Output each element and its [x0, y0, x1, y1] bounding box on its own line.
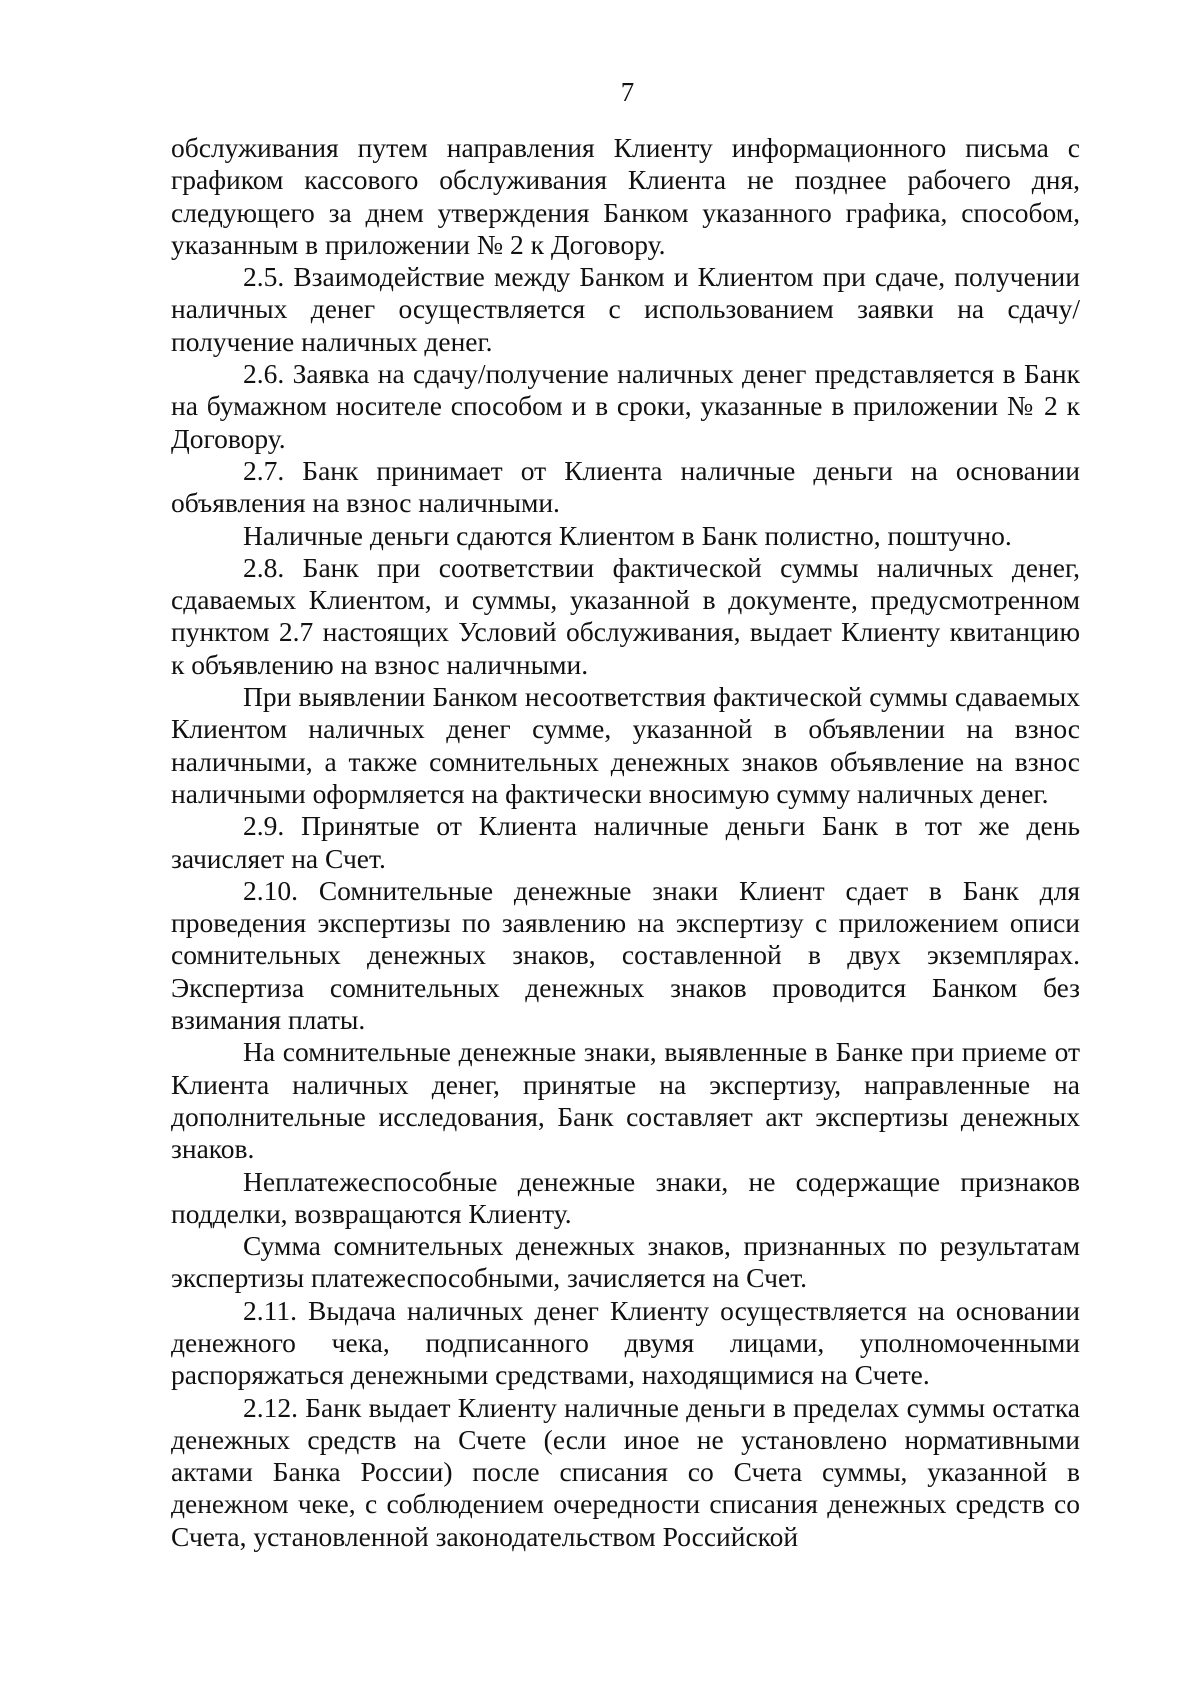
- paragraph-2-10-return: Неплатежеспособные денежные знаки, не содержащие признаков подделки, возвращаются Клиенту.: [171, 1165, 1080, 1229]
- paragraph-2-5: 2.5. Взаимодействие между Банком и Клиентом при сдаче, получении наличных денег осуществляется с использованием заявки на сдачу/получение наличных денег.: [171, 261, 1080, 357]
- paragraph-2-12: 2.12. Банк выдает Клиенту наличные деньги в пределах суммы остатка денежных средств на Счете (если иное не установлено нормативными актами Банка России) после списания со Счета суммы, указанной в денежном чеке, с соблюдением очередности списания денежных средств со Счета, установленной законодательством Российской: [171, 1391, 1080, 1552]
- document-body: [171, 132, 1080, 1553]
- paragraph-2-8-discrepancy: При выявлении Банком несоответствия фактической суммы сдаваемых Клиентом наличных денег сумме, указанной в объявлении на взнос наличными, а также сомнительных денежных знаков объявление на взнос наличными оформляется на фактически вносимую сумму наличных денег.: [171, 681, 1080, 809]
- paragraph-continuation: обслуживания путем направления Клиенту информационного письма с графиком кассового обслуживания Клиента не позднее рабочего дня, следующего за днем утверждения Банком указанного графика, способом, указанным в приложении № 2 к Договору.: [171, 132, 1080, 260]
- paragraph-2-7: 2.7. Банк принимает от Клиента наличные деньги на основании объявления на взнос наличными.: [171, 454, 1080, 519]
- paragraph-2-9: 2.9. Принятые от Клиента наличные деньги Банк в тот же день зачисляет на Счет.: [171, 810, 1080, 874]
- paragraph-2-11: 2.11. Выдача наличных денег Клиенту осуществляется на основании денежного чека, подписанного двумя лицами, уполномоченными распоряжаться денежными средствами, находящимися на Счете.: [171, 1294, 1080, 1391]
- paragraph-2-6: 2.6. Заявка на сдачу/получение наличных денег представляется в Банк на бумажном носителе способом и в сроки, указанные в приложении № 2 к Договору.: [171, 358, 1080, 454]
- paragraph-2-8: 2.8. Банк при соответствии фактической суммы наличных денег, сдаваемых Клиентом, и суммы, указанной в документе, предусмотренном пунктом 2.7 настоящих Условий обслуживания, выдает Клиенту квитанцию к объявлению на взнос наличными.: [171, 551, 1080, 680]
- paragraph-2-10: 2.10. Сомнительные денежные знаки Клиент сдает в Банк для проведения экспертизы по заявлению на экспертизу с приложением описи сомнительных денежных знаков, составленной в двух экземплярах. Экспертиза сомнительных денежных знаков проводится Банком без взимания платы.: [171, 874, 1080, 1036]
- paragraph-2-7-note: Наличные деньги сдаются Клиентом в Банк полистно, поштучно.: [243, 519, 1012, 551]
- page-number: 7: [620, 77, 635, 107]
- paragraph-2-10-act: На сомнительные денежные знаки, выявленные в Банке при приеме от Клиента наличных денег, принятые на экспертизу, направленные на дополнительные исследования, Банк составляет акт экспертизы денежных знаков.: [171, 1036, 1080, 1165]
- paragraph-2-10-credit: Сумма сомнительных денежных знаков, признанных по результатам экспертизы платежеспособными, зачисляется на Счет.: [171, 1230, 1080, 1294]
